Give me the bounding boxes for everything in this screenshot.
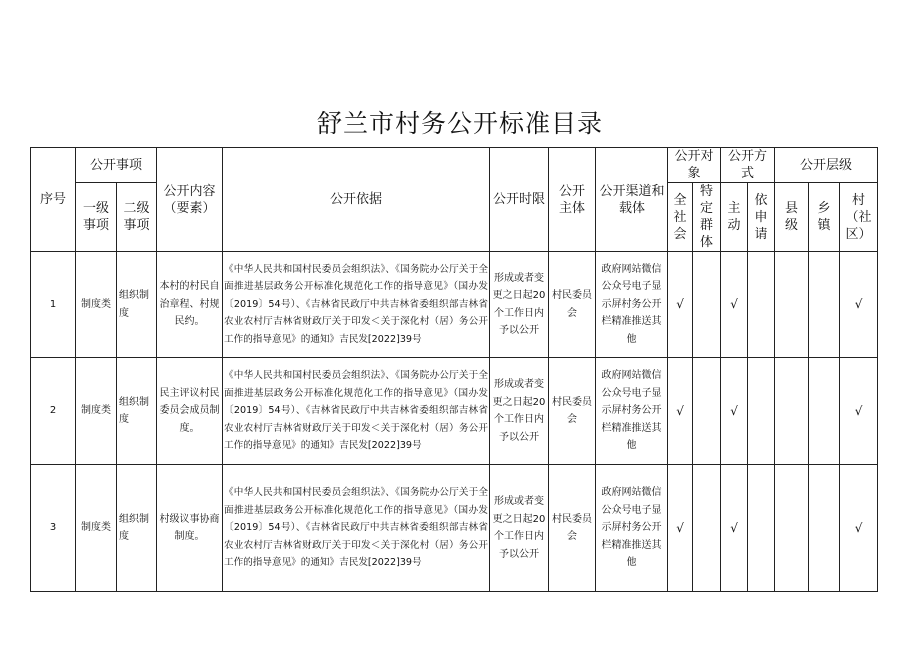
header-level-county — [775, 183, 809, 252]
header-channel-text: 公开渠道和载体 — [599, 183, 665, 216]
table-row — [31, 358, 878, 465]
cell-subject: 村民委员会 — [549, 252, 596, 358]
cell-level-county — [775, 465, 809, 592]
cell-target-specific — [693, 358, 721, 465]
cell-channel: 政府网站微信公众号电子显示屏村务公开栏精准推送其他 — [596, 252, 668, 358]
cell-target-all: √ — [668, 358, 693, 465]
cell-level-county — [775, 358, 809, 465]
cell-seq: 2 — [31, 358, 76, 465]
cell-level2: 组织制度 — [117, 465, 157, 592]
cell-level1: 制度类 — [76, 358, 117, 465]
cell-method-active: √ — [721, 252, 748, 358]
header-content-text: 公开内容（要素） — [163, 183, 216, 216]
cell-method-request — [748, 465, 775, 592]
cell-level-town — [809, 358, 840, 465]
header-method-active — [721, 183, 748, 252]
header-content — [157, 148, 223, 252]
cell-level2: 组织制度 — [117, 252, 157, 358]
table-row — [31, 465, 878, 592]
header-level-county-text: 县级 — [785, 201, 799, 233]
cell-basis: 《中华人民共和国村民委员会组织法》、《国务院办公厅关于全面推进基层政务公开标准化规范化工作的指导意见》（国办发〔2019〕54号）、《吉林省民政厅中共吉林省委组织部吉林省农业农村厅吉林省财政厅关于印发＜关于深化村（居）务公开工作的指导意见》的通知》吉民发[2022]39号 — [223, 465, 490, 592]
header-subject-text: 公开主体 — [559, 183, 586, 216]
cell-subject: 村民委员会 — [549, 358, 596, 465]
cell-content: 村级议事协商制度。 — [157, 465, 223, 592]
header-level: 公开层级 — [775, 148, 878, 183]
header-time-limit: 公开时限 — [490, 148, 549, 252]
cell-target-all: √ — [668, 252, 693, 358]
cell-level-county — [775, 252, 809, 358]
header-level-village-text: 村（社区） — [845, 192, 872, 242]
disclosure-catalog-table — [30, 147, 878, 592]
header-target-all — [668, 183, 693, 252]
header-method-request — [748, 183, 775, 252]
header-target — [668, 148, 721, 183]
cell-level-town — [809, 252, 840, 358]
cell-channel: 政府网站微信公众号电子显示屏村务公开栏精准推送其他 — [596, 465, 668, 592]
cell-seq: 3 — [31, 465, 76, 592]
cell-time-limit: 形成或者变更之日起20个工作日内予以公开 — [490, 358, 549, 465]
header-level-town — [809, 183, 840, 252]
header-target-text: 公开对象 — [674, 149, 714, 181]
cell-method-request — [748, 252, 775, 358]
header-method-request-text: 依申请 — [754, 192, 768, 242]
cell-basis: 《中华人民共和国村民委员会组织法》、《国务院办公厅关于全面推进基层政务公开标准化规范化工作的指导意见》（国办发〔2019〕54号）、《吉林省民政厅中共吉林省委组织部吉林省农业农村厅吉林省财政厅关于印发＜关于深化村（居）务公开工作的指导意见》的通知》吉民发[2022]39号 — [223, 252, 490, 358]
header-level2-text: 二级事项 — [123, 201, 150, 233]
cell-basis: 《中华人民共和国村民委员会组织法》、《国务院办公厅关于全面推进基层政务公开标准化规范化工作的指导意见》（国办发〔2019〕54号）、《吉林省民政厅中共吉林省委组织部吉林省农业农村厅吉林省财政厅关于印发＜关于深化村（居）务公开工作的指导意见》的通知》吉民发[2022]39号 — [223, 358, 490, 465]
header-target-all-text: 全社会 — [673, 192, 687, 242]
cell-target-specific — [693, 465, 721, 592]
cell-target-all: √ — [668, 465, 693, 592]
header-level-village — [840, 183, 878, 252]
cell-time-limit: 形成或者变更之日起20个工作日内予以公开 — [490, 252, 549, 358]
header-method: 公开方式 — [721, 148, 775, 183]
cell-level1: 制度类 — [76, 465, 117, 592]
cell-content: 本村的村民自治章程、村规民约。 — [157, 252, 223, 358]
cell-level1: 制度类 — [76, 252, 117, 358]
cell-seq: 1 — [31, 252, 76, 358]
cell-content: 民主评议村民委员会成员制度。 — [157, 358, 223, 465]
cell-level-village: √ — [840, 252, 878, 358]
cell-level-village: √ — [840, 358, 878, 465]
page-title: 舒兰市村务公开标准目录 — [316, 109, 603, 138]
cell-level2: 组织制度 — [117, 358, 157, 465]
table-row — [31, 252, 878, 358]
header-method-active-text: 主动 — [727, 201, 741, 233]
header-channel — [596, 148, 668, 252]
cell-target-specific — [693, 252, 721, 358]
header-level1 — [76, 183, 117, 252]
header-target-specific-text: 特定群体 — [700, 184, 714, 250]
cell-subject: 村民委员会 — [549, 465, 596, 592]
cell-level-town — [809, 465, 840, 592]
header-target-specific — [693, 183, 721, 252]
header-seq: 序号 — [31, 148, 76, 252]
cell-method-active: √ — [721, 465, 748, 592]
header-basis: 公开依据 — [223, 148, 490, 252]
header-row-1 — [31, 148, 878, 183]
header-matters: 公开事项 — [76, 148, 157, 183]
cell-time-limit: 形成或者变更之日起20个工作日内予以公开 — [490, 465, 549, 592]
header-level1-text: 一级事项 — [82, 201, 109, 233]
header-level-town-text: 乡镇 — [817, 201, 831, 233]
cell-method-active: √ — [721, 358, 748, 465]
cell-level-village: √ — [840, 465, 878, 592]
header-subject — [549, 148, 596, 252]
header-level2 — [117, 183, 157, 252]
cell-channel: 政府网站微信公众号电子显示屏村务公开栏精准推送其他 — [596, 358, 668, 465]
cell-method-request — [748, 358, 775, 465]
